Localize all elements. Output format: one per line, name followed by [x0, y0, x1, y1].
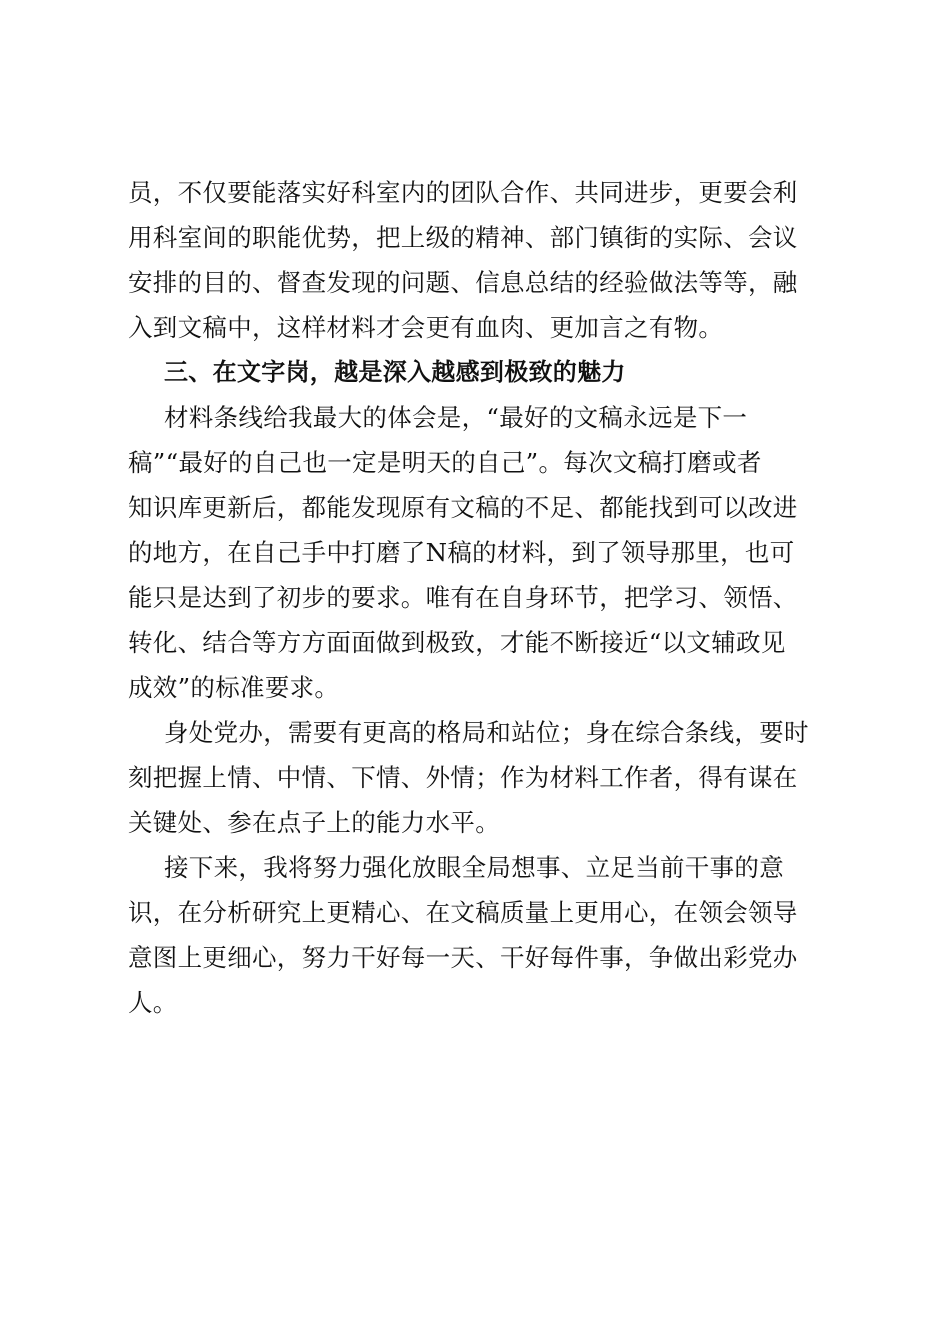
text-line: 意图上更细心，努力干好每一天、干好每件事，争做出彩党办	[128, 943, 798, 972]
text-line: 接下来，我将努力强化放眼全局想事、立足当前干事的意	[164, 853, 784, 882]
paragraph-continuation	[128, 170, 822, 350]
text-line: 身处党办，需要有更高的格局和站位；身在综合条线，要时	[164, 718, 809, 747]
paragraph	[128, 845, 822, 1025]
text-line: 的地方，在自己手中打磨了N稿的材料，到了领导那里，也可	[128, 538, 795, 567]
text-line: 员，不仅要能落实好科室内的团队合作、共同进步，更要会利	[128, 178, 798, 207]
text-line: 安排的目的、督查发现的问题、信息总结的经验做法等等，融	[128, 268, 798, 297]
text-line: 识，在分析研究上更精心、在文稿质量上更用心，在领会领导	[128, 898, 798, 927]
text-line: 材料条线给我最大的体会是，“最好的文稿永远是下一	[164, 403, 748, 432]
heading-text: 三、在文字岗，越是深入越感到极致的魅力	[164, 358, 626, 386]
text-line: 成效”的标准要求。	[128, 673, 340, 702]
text-line: 关键处、参在点子上的能力水平。	[128, 808, 500, 837]
text-line: 稿”“最好的自己也一定是明天的自己”。每次文稿打磨或者	[128, 448, 762, 477]
section-heading	[128, 350, 822, 395]
text-line: 入到文稿中，这样材料才会更有血肉、更加言之有物。	[128, 313, 724, 342]
paragraph	[128, 710, 822, 845]
text-line: 知识库更新后，都能发现原有文稿的不足、都能找到可以改进	[128, 493, 798, 522]
text-line: 转化、结合等方方面面做到极致，才能不断接近“以文辅政见	[128, 628, 786, 657]
text-line: 人。	[128, 988, 178, 1017]
text-line: 能只是达到了初步的要求。唯有在自身环节，把学习、领悟、	[128, 583, 798, 612]
text-line: 用科室间的职能优势，把上级的精神、部门镇街的实际、会议	[128, 223, 798, 252]
document-body	[128, 170, 822, 1025]
text-line: 刻把握上情、中情、下情、外情；作为材料工作者，得有谋在	[128, 763, 798, 792]
paragraph	[128, 395, 822, 710]
